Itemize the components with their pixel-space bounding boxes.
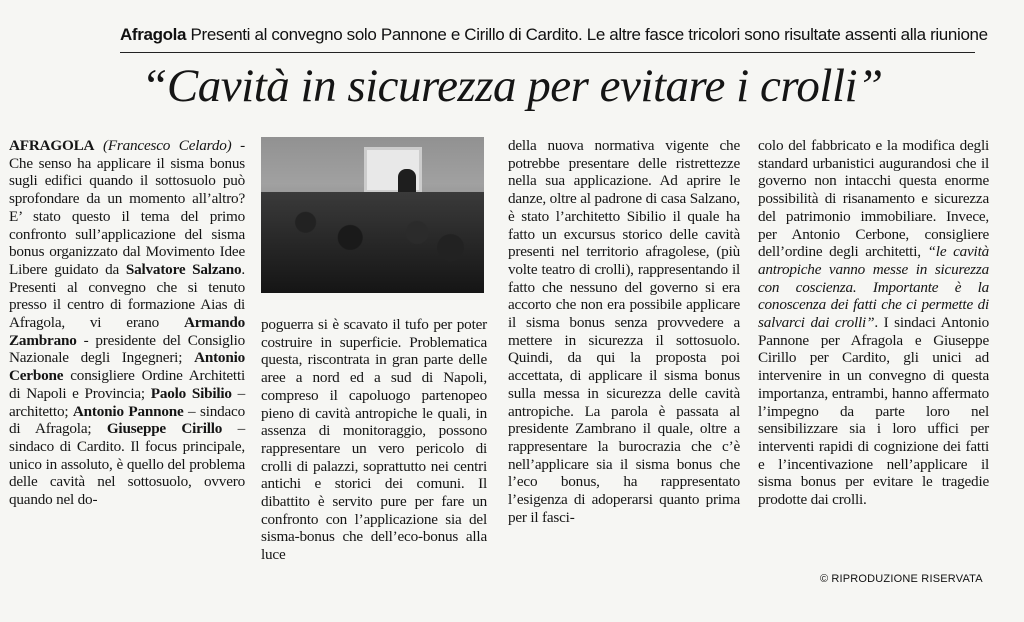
text-run: – sindaco di Cardito. Il focus principale, unico in assoluto, è quello del problema delle cavità nel sottosuolo, ovvero quando nel do- xyxy=(9,420,245,509)
article-paragraph-3: della nuova normativa vigente che potrebbe presentare delle ristrettezze nella sua applicazione. Ad aprire le danze, oltre al padrone di casa Salzano, è stato l’architetto Sibilio il quale ha fatto un excursus storico delle cavità presenti nel territorio afragolese, (più volte teatro di crolli), rappresentando il fatto che nessuno del governo si era accorto che non era possibile applicare il sisma bonus senza provvedere a mettere in sicurezza il sottosuolo. Quindi, da qui la proposta poi accettata, di applicare il sisma bonus sulla messa in sicurezza delle cavità antropiche. La parola è passata al presidente Zambrano il quale, oltre a rappresentare la burocrazia che c’è nell’applicare sia il sisma bonus che l’eco bonus, ha rappresentato l’esigenza di adoperarsi quanto prima per il fasci- xyxy=(508,137,740,526)
kicker-place: Afragola xyxy=(120,25,187,44)
conference-photo xyxy=(261,137,484,293)
article-paragraph-2: poguerra si è scavato il tufo per poter costruire in superficie. Problematica questa, riscontrata in gran parte delle aree a nord ed a sud di Napoli, compreso il capoluogo partenopeo pieno di cavità antropiche le quali, in assenza di monitoraggio, possono rappresentare un vero pericolo di crolli di palazzi, soprattutto nei centri antichi e storici dei comuni. Il dibattito è servito pure per fare un confronto con l’applicazione sia del sisma-bonus che dell’eco-bonus alla luce xyxy=(261,316,487,564)
person-name: Antonio Cerbone xyxy=(9,349,245,385)
person-name: Giuseppe Cirillo xyxy=(106,420,223,438)
person-name: Armando Zambrano xyxy=(9,314,245,349)
article-paragraph-4 xyxy=(758,137,989,509)
text-run: . Presenti al convegno che si tenuto presso il centro di formazione Aias di Afragola, vi erano xyxy=(9,260,246,332)
kicker xyxy=(120,25,988,45)
article-paragraph-1 xyxy=(9,137,245,509)
text-run: consigliere Ordine Architetti di Napoli e Provincia; xyxy=(9,367,245,402)
copyright-symbol: © xyxy=(820,573,829,585)
text-run: - presidente del Consiglio Nazionale degli Ingegneri; xyxy=(9,331,245,367)
dateline: AFRAGOLA xyxy=(9,137,95,154)
quote: “le cavità antropiche vanno messe in sicurezza con coscienza. Importante è la conoscenza dei fatti che ci permette di salvarci dai crolli” xyxy=(758,243,989,332)
audience xyxy=(261,192,484,293)
kicker-rule xyxy=(120,52,975,53)
person-name: Paolo Sibilio xyxy=(150,384,232,402)
person-name: Salvatore Salzano xyxy=(125,260,242,278)
person-name: Antonio Pannone xyxy=(72,402,184,420)
text-run: – architetto; xyxy=(9,384,246,420)
article-column-1 xyxy=(9,137,245,509)
copyright-notice xyxy=(820,573,983,585)
text-run: colo del fabbricato e la modifica degli standard urbanistici augurandosi che il governo non intacchi questa enorme possibilità di risanamento e sicurezza del patrimonio immobiliare. Invece, per Antonio Cerbone, consigliere dell’ordine degli architetti, xyxy=(758,137,989,261)
text-run: – sindaco di Afragola; xyxy=(9,402,245,438)
text-run: . I sindaci Antonio Pannone per Afragola e Giuseppe Cirillo per Cardito, gli unici ad intervenire in un convegno di questa importanza, entrambi, hanno affermato l’impegno da parte loro nel sensibilizzare sia i loro uffici per interventi rapidi di cognizione dei fatti e l’incentivazione nell’applicare il sisma bonus per evitare le tragedie prodotte dai crolli. xyxy=(758,314,989,509)
copyright-text: RIPRODUZIONE RISERVATA xyxy=(831,573,983,585)
article-column-2 xyxy=(261,316,487,564)
kicker-text: Presenti al convegno solo Pannone e Cirillo di Cardito. Le altre fasce tricolori sono risultate assenti alla riunione xyxy=(190,25,988,44)
text-run: - Che senso ha applicare il sisma bonus sugli edifici quando il sottosuolo può sprofondare da un momento all’altro? E’ stato questo il tema del primo confronto sull’applicazione del sisma bonus organizzato dal Movimento Idee Libere guidato da xyxy=(9,137,245,278)
article-column-3 xyxy=(508,137,740,526)
headline: “Cavità in sicurezza per evitare i crolli” xyxy=(141,60,883,112)
byline: (Francesco Celardo) xyxy=(102,137,232,154)
article-column-4 xyxy=(758,137,989,509)
